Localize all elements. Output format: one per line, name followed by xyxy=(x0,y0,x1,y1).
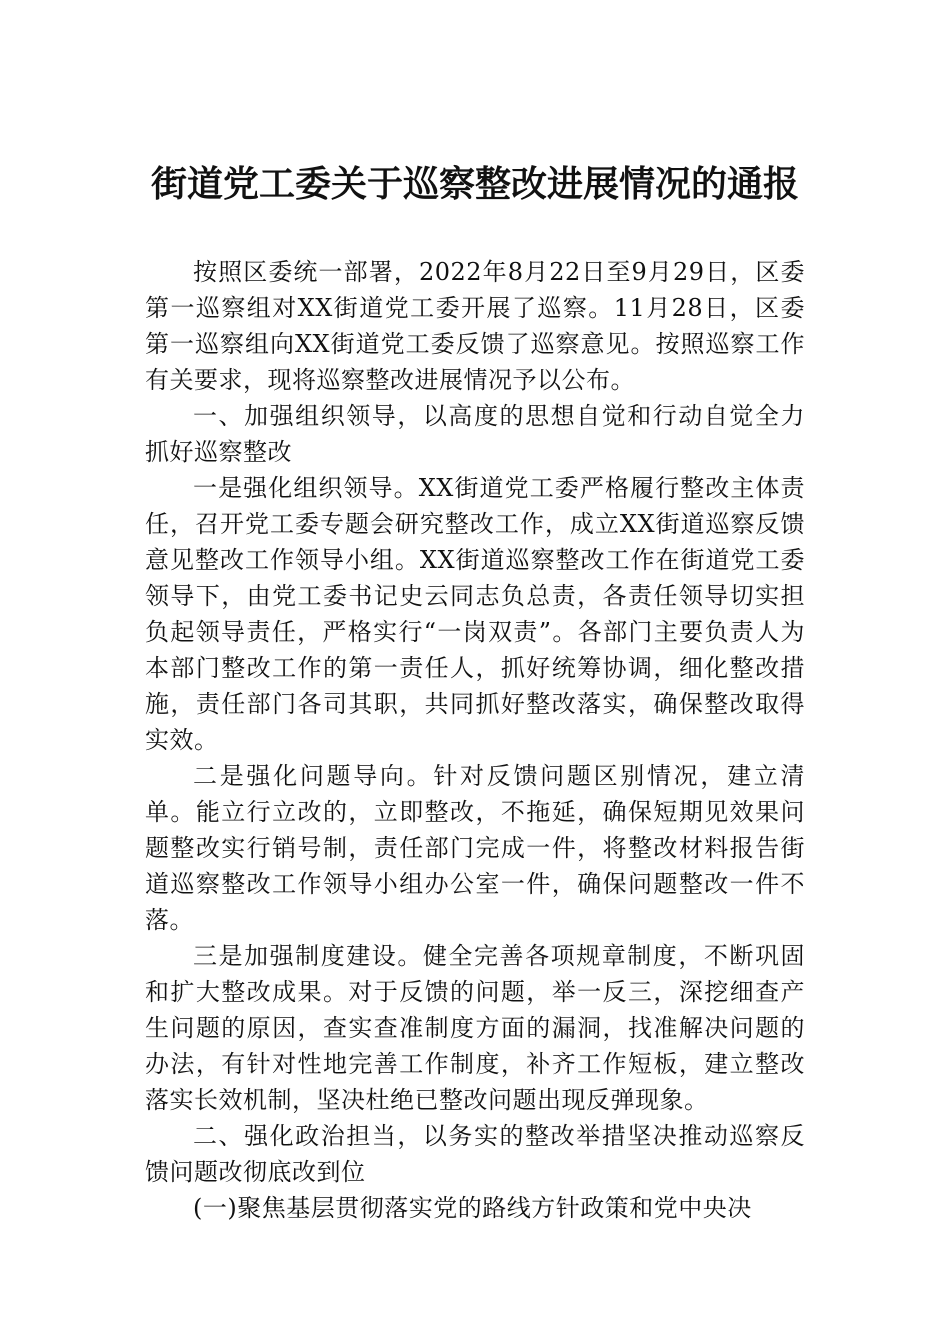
section-heading-1: 一、加强组织领导，以高度的思想自觉和行动自觉全力抓好巡察整改 xyxy=(145,402,805,466)
paragraph-subsection-1: (一)聚焦基层贯彻落实党的路线方针政策和党中央决 xyxy=(193,1194,752,1222)
paragraph-problem-orientation: 二是强化问题导向。针对反馈问题区别情况，建立清单。能立行立改的，立即整改，不拖延，确保短期见效果问题整改实行销号制，责任部门完成一件，将整改材料报告街道巡察整改工作领导小组办公室一件，确保问题整改一件不落。 xyxy=(145,762,805,934)
document-title: 街道党工委关于巡察整改进展情况的通报 xyxy=(150,163,799,205)
paragraph-system-building: 三是加强制度建设。健全完善各项规章制度，不断巩固和扩大整改成果。对于反馈的问题，举一反三，深挖细查产生问题的原因，查实查准制度方面的漏洞，找准解决问题的办法，有针对性地完善工作制度，补齐工作短板，建立整改落实长效机制，坚决杜绝已整改问题出现反弹现象。 xyxy=(145,942,805,1114)
paragraph-organization-leadership: 一是强化组织领导。XX街道党工委严格履行整改主体责任，召开党工委专题会研究整改工作，成立XX街道巡察反馈意见整改工作领导小组。XX街道巡察整改工作在街道党工委领导下，由党工委书记史云同志负总责，各责任领导切实担负起领导责任，严格实行“一岗双责”。各部门主要负责人为本部门整改工作的第一责任人，抓好统筹协调，细化整改措施，责任部门各司其职，共同抓好整改落实，确保整改取得实效。 xyxy=(145,474,805,754)
section-heading-2: 二、强化政治担当，以务实的整改举措坚决推动巡察反馈问题改彻底改到位 xyxy=(145,1122,805,1186)
intro-paragraph: 按照区委统一部署，2022年8月22日至9月29日，区委第一巡察组对XX街道党工委开展了巡察。11月28日，区委第一巡察组向XX街道党工委反馈了巡察意见。按照巡察工作有关要求，现将巡察整改进展情况予以公布。 xyxy=(145,258,805,394)
document-body xyxy=(145,254,805,1226)
